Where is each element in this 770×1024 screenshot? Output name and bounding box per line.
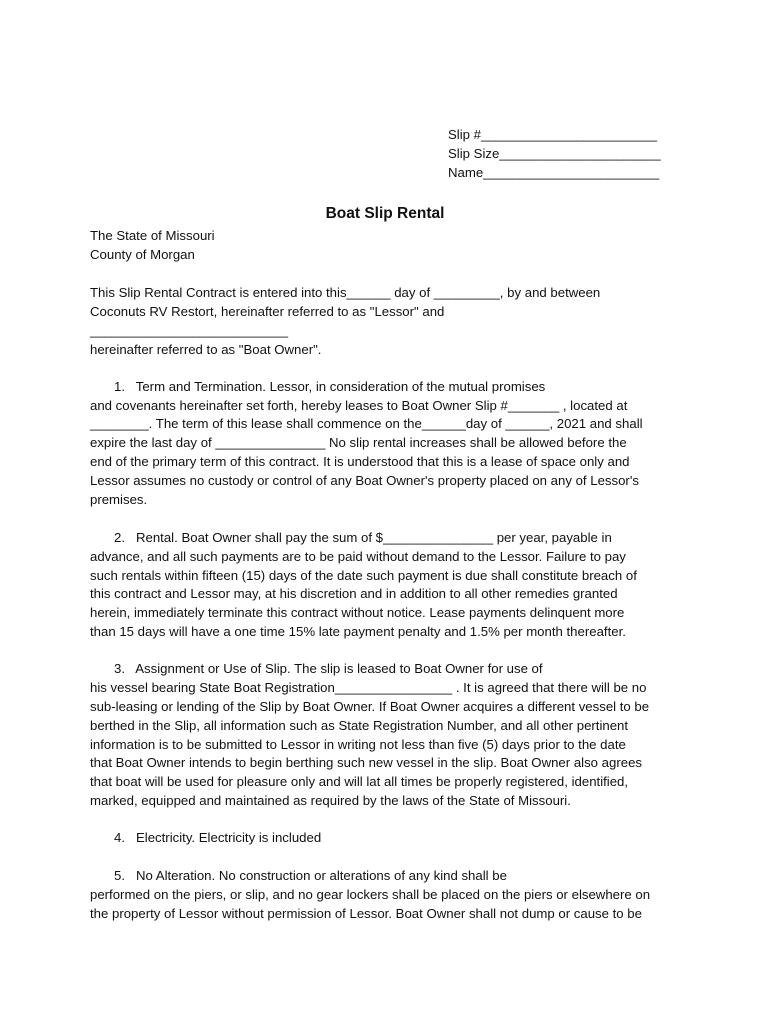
section-1-heading: 1. Term and Termination. Lessor, in consideration of the mutual promises bbox=[114, 379, 546, 394]
section-2-line: advance, and all such payments are to be paid without demand to the Lessor. Failure to pay bbox=[90, 549, 626, 564]
intro-line: hereinafter referred to as "Boat Owner". bbox=[90, 342, 322, 357]
county-line: County of Morgan bbox=[90, 247, 195, 262]
section-2-line: than 15 days will have a one time 15% late payment penalty and 1.5% per month thereafter. bbox=[90, 624, 626, 639]
section-1-line: premises. bbox=[90, 492, 148, 507]
section-2-heading: 2. Rental. Boat Owner shall pay the sum of $_______________ per year, payable in bbox=[114, 530, 612, 545]
section-1-line: Lessor assumes no custody or control of any Boat Owner's property placed on any of Lessor's bbox=[90, 473, 639, 488]
section-3-line: berthed in the Slip, all information such as State Registration Number, and all other pertinent bbox=[90, 718, 629, 733]
section-2-line: this contract and Lessor may, at his discretion and in addition to all other remedies granted bbox=[90, 586, 618, 601]
section-5-line: performed on the piers, or slip, and no gear lockers shall be placed on the piers or elsewhere on bbox=[90, 887, 651, 902]
section-1-line: and covenants hereinafter set forth, hereby leases to Boat Owner Slip #_______ , located at bbox=[90, 398, 628, 413]
section-3-line: his vessel bearing State Boat Registration________________ . It is agreed that there will be no bbox=[90, 680, 647, 695]
section-5-heading: 5. No Alteration. No construction or alterations of any kind shall be bbox=[114, 868, 507, 883]
intro-line: This Slip Rental Contract is entered into this______ day of _________, by and between bbox=[90, 285, 601, 300]
slip-number-field: Slip #________________________ bbox=[448, 127, 658, 142]
section-1-line: ________. The term of this lease shall commence on the______day of ______, 2021 and shall bbox=[90, 416, 643, 431]
name-field: Name________________________ bbox=[448, 165, 660, 180]
section-1-line: end of the primary term of this contract. It is understood that this is a lease of space only and bbox=[90, 454, 630, 469]
section-2-line: such rentals within fifteen (15) days of the date such payment is due shall constitute breach of bbox=[90, 568, 637, 583]
boat-owner-blank: ___________________________ bbox=[90, 323, 289, 338]
slip-size-field: Slip Size______________________ bbox=[448, 146, 661, 161]
intro-line: Coconuts RV Restort, hereinafter referred to as "Lessor" and bbox=[90, 304, 445, 319]
section-5-line: the property of Lessor without permission of Lessor. Boat Owner shall not dump or cause to be bbox=[90, 906, 642, 921]
section-3-line: marked, equipped and maintained as required by the laws of the State of Missouri. bbox=[90, 793, 571, 808]
section-4-heading: 4. Electricity. Electricity is included bbox=[114, 830, 322, 845]
section-3-line: that Boat Owner intends to begin berthing such new vessel in the slip. Boat Owner also agrees bbox=[90, 755, 642, 770]
document-title: Boat Slip Rental bbox=[325, 205, 445, 222]
section-2-line: herein, immediately terminate this contract without notice. Lease payments delinquent more bbox=[90, 605, 625, 620]
section-3-line: information is to be submitted to Lessor in writing not less than five (5) days prior to the date bbox=[90, 737, 626, 752]
section-3-heading: 3. Assignment or Use of Slip. The slip is leased to Boat Owner for use of bbox=[114, 661, 543, 676]
section-1-line: expire the last day of _______________ No slip rental increases shall be allowed before the bbox=[90, 435, 627, 450]
state-line: The State of Missouri bbox=[90, 228, 215, 243]
section-3-line: sub-leasing or lending of the Slip by Boat Owner. If Boat Owner acquires a different vessel to be bbox=[90, 699, 650, 714]
section-3-line: that boat will be used for pleasure only and will lat all times be properly registered, identified, bbox=[90, 774, 629, 789]
